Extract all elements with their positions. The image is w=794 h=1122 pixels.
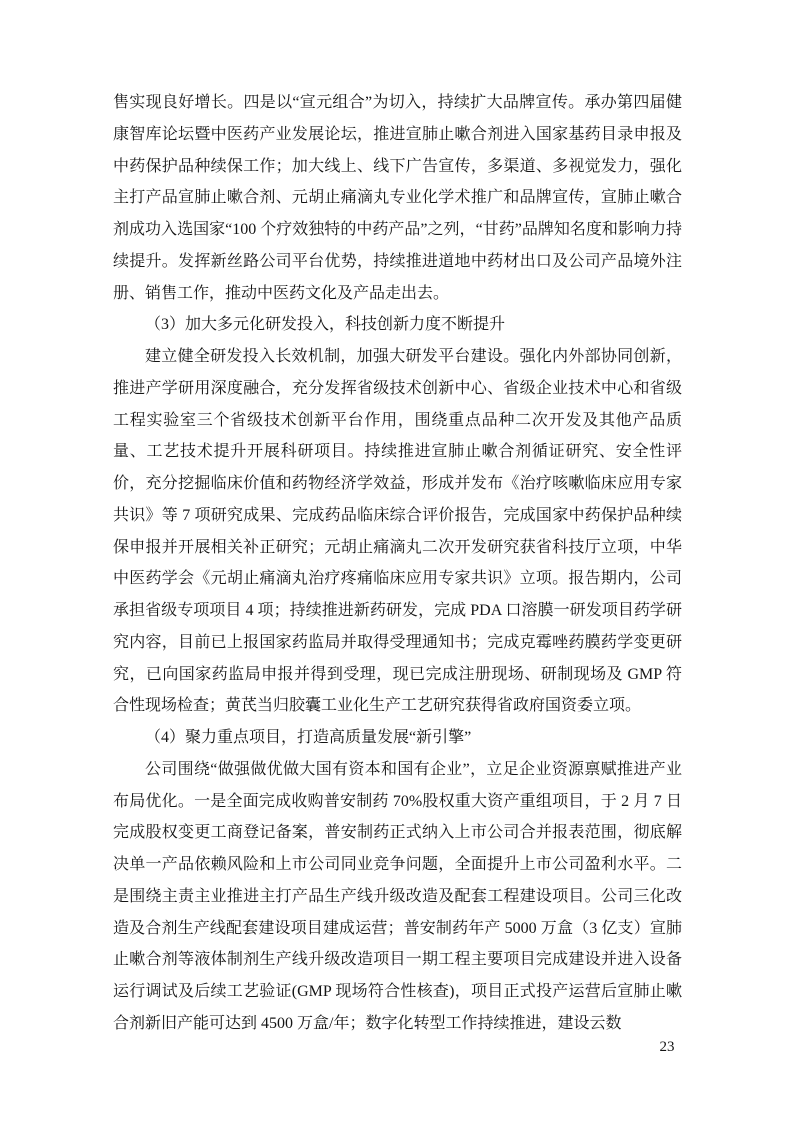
heading-section-4: （4）聚力重点项目，打造高质量发展“新引擎” (145, 729, 472, 746)
paragraph-sales-brand-promotion: 售实现良好增长。四是以“宣元组合”为切入，持续扩大品牌宣传。承办第四届健康智库论坛暨中医药产业发展论坛，推进宣肺止嗽合剂进入国家基药目录申报及中药保护品种续保工作；加大线上、线下广告宣传，多渠道、多视觉发力，强化主打产品宣肺止嗽合剂、元胡止痛滴丸专业化学术推广和品牌宣传，宣肺止嗽合剂成功入选国家“100 个疗效独特的中药产品”之列，“甘药”品牌知名度和影响力持续提升。发挥新丝路公司平台优势，持续推进道地中药材出口及公司产品境外注册、销售工作，推动中医药文化及产品走出去。 (113, 94, 682, 302)
page-number: 23 (659, 1039, 675, 1055)
paragraph-key-projects: 公司围绕“做强做优做大国有资本和国有企业”，立足企业资源禀赋推进产业布局优化。一是全面完成收购普安制药 70%股权重大资产重组项目，于 2 月 7 日完成股权变更工商登记备案，普安制药正式纳入上市公司合并报表范围，彻底解决单一产品依赖风险和上市公司同业竞争问题，全面提升上市公司盈利水平。二是围绕主责主业推进主打产品生产线升级改造及配套工程建设项目。公司三化改造及合剂生产线配套建设项目建成运营；普安制药年产 5000 万盒（3 亿支）宣肺止嗽合剂等液体制剂生产线升级改造项目一期工程主要项目完成建设并进入设备运行调试及后续工艺验证(GMP 现场符合性核查)，项目正式投产运营后宣肺止嗽合剂新旧产能可达到 4500 万盒/年；数字化转型工作持续推进，建设云数 (113, 760, 682, 1032)
heading-section-3: （3）加大多元化研发投入，科技创新力度不断提升 (145, 316, 506, 334)
page-body-text (113, 87, 682, 1040)
paragraph-rd-investment: 建立健全研发投入长效机制，加强大研发平台建设。强化内外部协同创新，推进产学研用深度融合，充分发挥省级技术创新中心、省级企业技术中心和省级工程实验室三个省级技术创新平台作用，围绕重点品种二次开发及其他产品质量、工艺技术提升开展科研项目。持续推进宣肺止嗽合剂循证研究、安全性评价，充分挖掘临床价值和药物经济学效益，形成并发布《治疗咳嗽临床应用专家共识》等 7 项研究成果、完成药品临床综合评价报告，完成国家中药保护品种续保申报并开展相关补正研究；元胡止痛滴丸二次开发研究获省科技厅立项，中华中医药学会《元胡止痛滴丸治疗疼痛临床应用专家共识》立项。报告期内，公司承担省级专项项目 4 项；持续推进新药研发，完成 PDA 口溶膜一研发项目药学研究内容，目前已上报国家药监局并取得受理通知书；完成克霉唑药膜药学变更研究，已向国家药监局申报并得到受理，现已完成注册现场、研制现场及 GMP 符合性现场检查；黄芪当归胶囊工业化生产工艺研究获得省政府国资委立项。 (113, 348, 682, 715)
